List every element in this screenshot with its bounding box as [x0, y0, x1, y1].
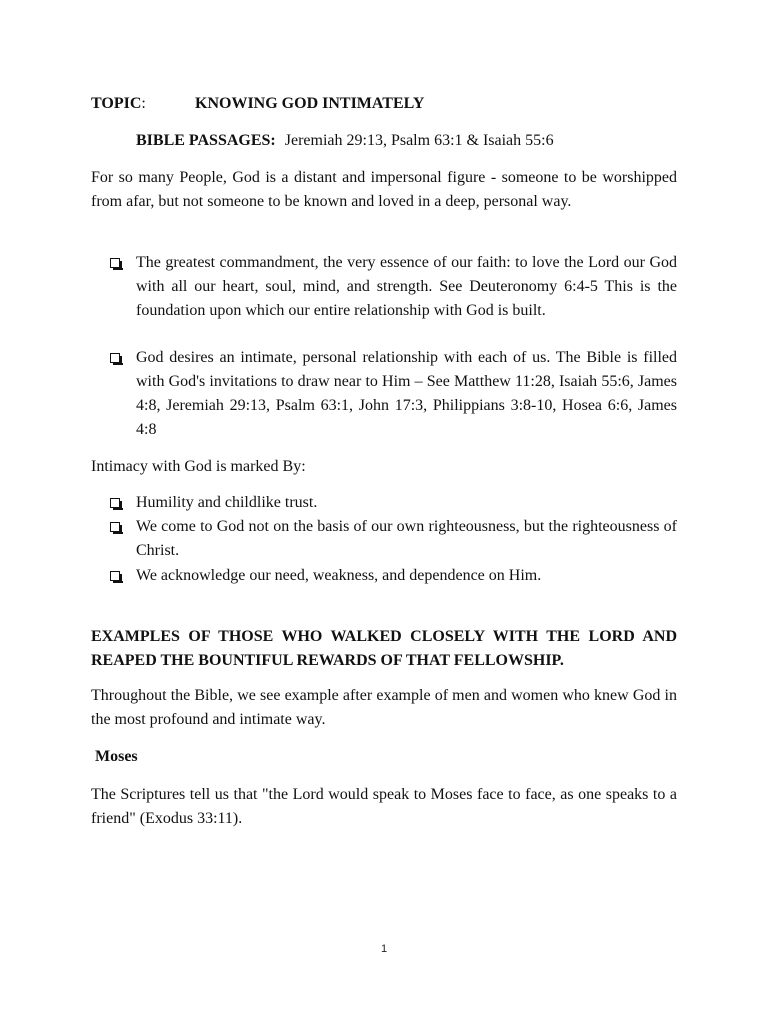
bullet-text: We come to God not on the basis of our own righteousness, but the righteousness of Christ. — [136, 518, 677, 559]
topic-colon: : — [141, 95, 146, 112]
scriptures-paragraph: The Scriptures tell us that "the Lord would speak to Moses face to face, as one speaks to a friend" (Exodus 33:11). — [91, 786, 677, 827]
bible-passages-references: Jeremiah 29:13, Psalm 63:1 & Isaiah 55:6 — [284, 132, 554, 149]
bullet-text: The greatest commandment, the very essence of our faith: to love the Lord our God with all our heart, soul, mind, and strength. See Deuteronomy 6:4-5 This is the foundation upon which our entire relationship with God is built. — [136, 254, 677, 319]
bullet-text: We acknowledge our need, weakness, and dependence on Him. — [136, 567, 542, 584]
throughout-paragraph: Throughout the Bible, we see example after example of men and women who knew God in the most profound and intimate way. — [91, 687, 677, 728]
bible-passages-line — [136, 131, 554, 151]
topic-label: TOPIC — [91, 95, 142, 112]
bullet-text: Humility and childlike trust. — [136, 494, 318, 511]
bible-passages-label: BIBLE PASSAGES: — [136, 132, 276, 149]
bullet-item — [110, 515, 677, 563]
checkbox-bullet-icon — [110, 522, 120, 532]
bullet-item — [110, 346, 677, 442]
bullet-item — [110, 564, 677, 588]
bullet-item — [110, 491, 677, 515]
topic-line — [91, 94, 425, 114]
bullet-text: God desires an intimate, personal relationship with each of us. The Bible is filled with God's invitations to draw near to Him – See Matthew 11:28, Isaiah 55:6, James 4:8, Jeremiah 29:13, Psalm 63:1, John 17:3, Philippians 3:8-10, Hosea 6:6, James 4:8 — [136, 349, 677, 438]
checkbox-bullet-icon — [110, 353, 120, 363]
intimacy-intro: Intimacy with God is marked By: — [91, 458, 306, 475]
checkbox-bullet-icon — [110, 571, 120, 581]
checkbox-bullet-icon — [110, 498, 120, 508]
section-heading: EXAMPLES OF THOSE WHO WALKED CLOSELY WITH THE LORD AND REAPED THE BOUNTIFUL REWARDS OF THAT FELLOWSHIP. — [91, 628, 677, 669]
topic-title: KNOWING GOD INTIMATELY — [195, 95, 425, 112]
intro-paragraph: For so many People, God is a distant and impersonal figure - someone to be worshipped from afar, but not someone to be known and loved in a deep, personal way. — [91, 169, 677, 210]
checkbox-bullet-icon — [110, 258, 120, 268]
page-number: 1 — [380, 943, 388, 955]
bullet-item — [110, 251, 677, 323]
moses-heading: Moses — [95, 748, 138, 765]
